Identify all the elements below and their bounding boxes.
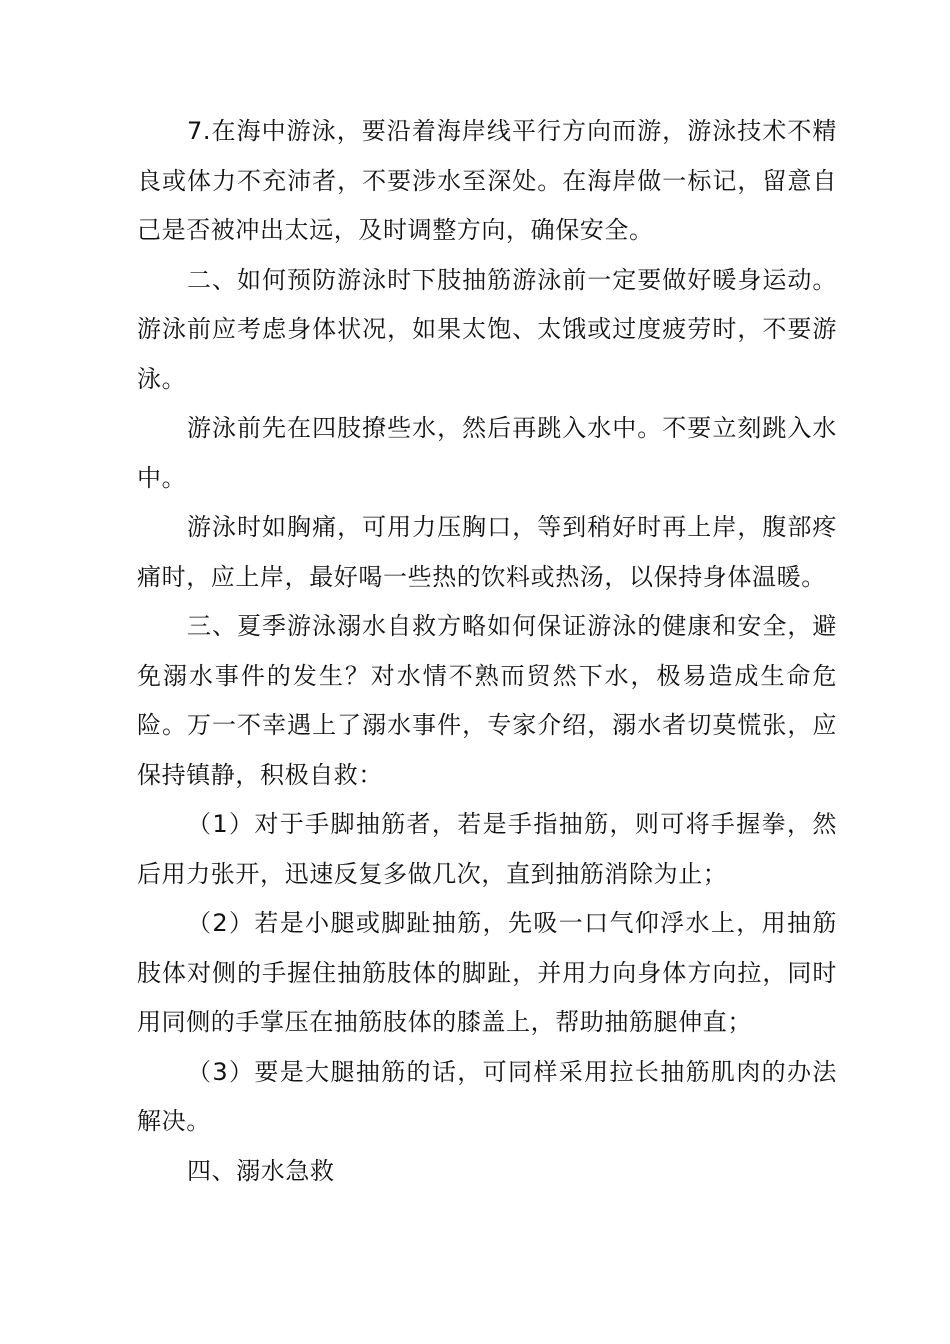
paragraph-prevent-cramps: 二、如何预防游泳时下肢抽筋游泳前一定要做好暖身运动。游泳前应考虑身体状况，如果太饱、太饿或过度疲劳时，不要游泳。 <box>137 265 837 393</box>
document-body <box>137 107 837 1196</box>
paragraph-ocean-swimming: 7.在海中游泳，要沿着海岸线平行方向而游，游泳技术不精良或体力不充沛者，不要涉水至深处。在海岸做一标记，留意自己是否被冲出太远，及时调整方向，确保安全。 <box>137 117 837 244</box>
paragraph-thigh-cramp: （3）要是大腿抽筋的话，可同样采用拉长抽筋肌肉的办法解决。 <box>137 1057 837 1135</box>
paragraph-chest-pain: 游泳时如胸痛，可用力压胸口，等到稍好时再上岸，腹部疼痛时，应上岸，最好喝一些热的饮料或热汤，以保持身体温暖。 <box>137 513 837 591</box>
paragraph-hand-cramp: （1）对于手脚抽筋者，若是手指抽筋，则可将手握拳，然后用力张开，迅速反复多做几次，直到抽筋消除为止； <box>137 810 837 888</box>
paragraph-splash-water: 游泳前先在四肢撩些水，然后再跳入水中。不要立刻跳入水中。 <box>137 414 837 492</box>
paragraph-self-rescue: 三、夏季游泳溺水自救方略如何保证游泳的健康和安全，避免溺水事件的发生？对水情不熟而贸然下水，极易造成生命危险。万一不幸遇上了溺水事件，专家介绍，溺水者切莫慌张，应保持镇静，积极自救： <box>137 612 837 789</box>
paragraph-calf-cramp: （2）若是小腿或脚趾抽筋，先吸一口气仰浮水上，用抽筋肢体对侧的手握住抽筋肢体的脚趾，并用力向身体方向拉，同时用同侧的手掌压在抽筋肢体的膝盖上，帮助抽筋腿伸直； <box>137 909 837 1036</box>
section-heading-first-aid: 四、溺水急救 <box>187 1156 335 1185</box>
